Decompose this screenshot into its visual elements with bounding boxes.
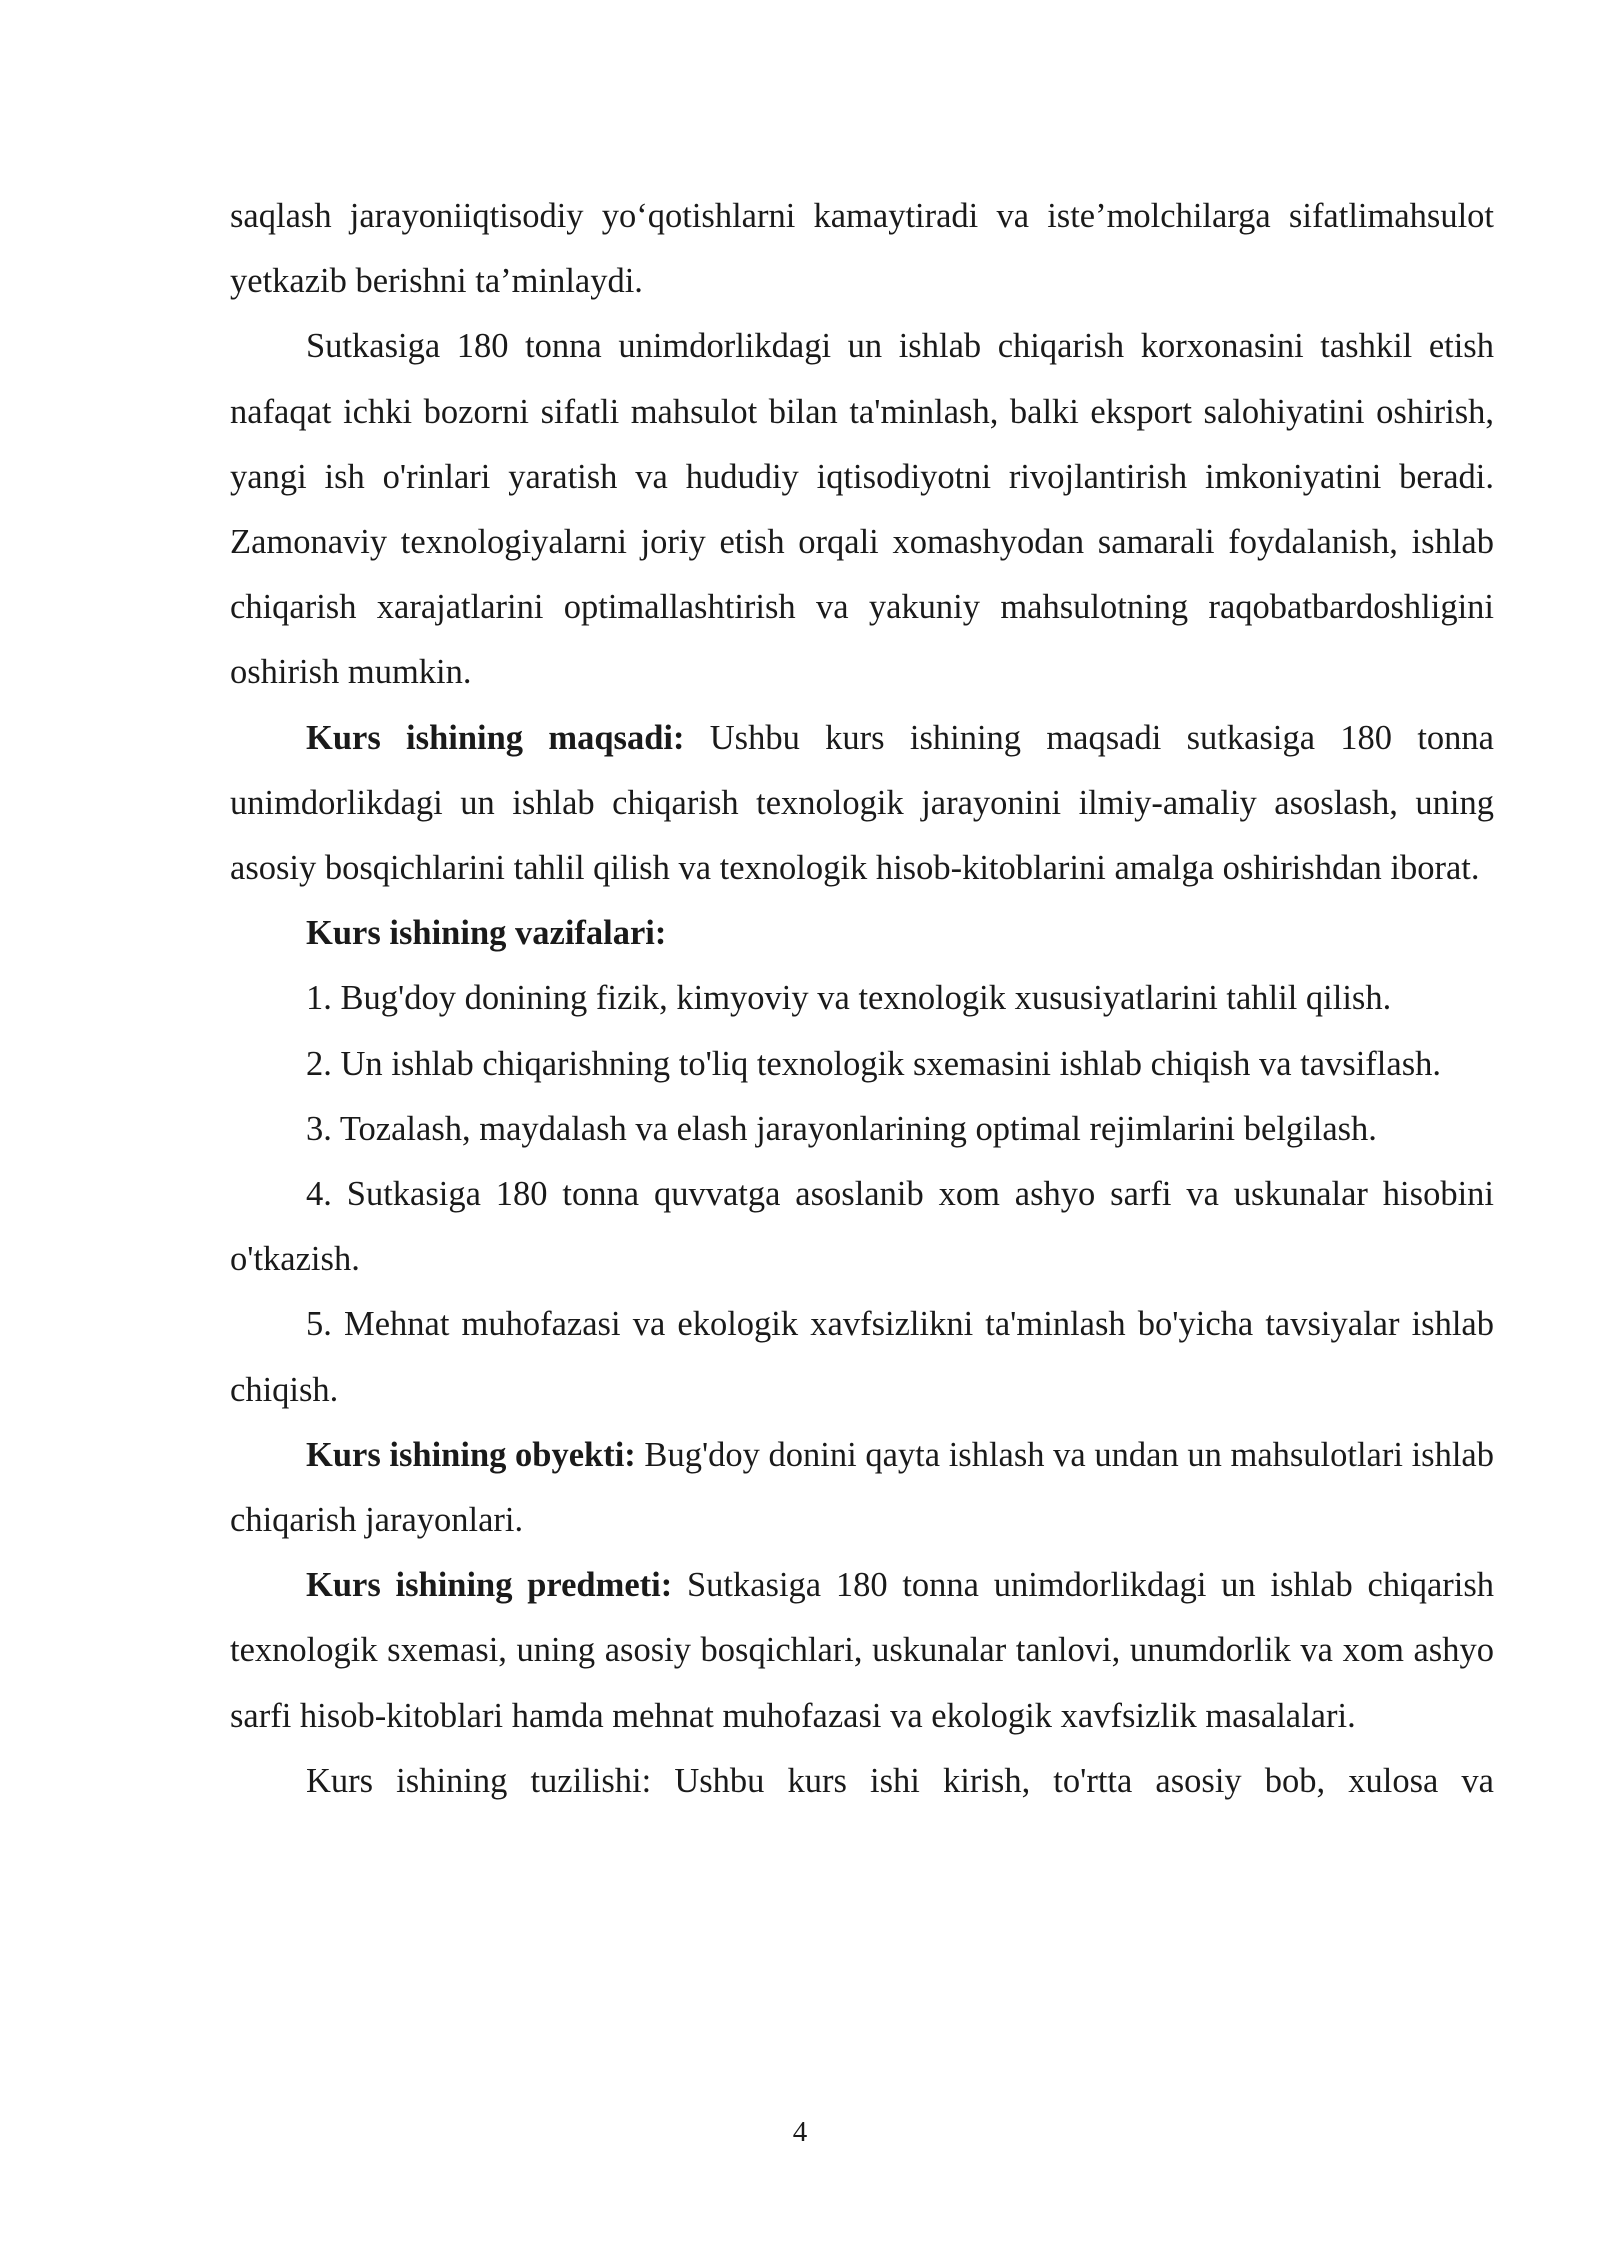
body-text	[230, 184, 1494, 1814]
task-item-4: 4. Sutkasiga 180 tonna quvvatga asoslanib xom ashyo sarfi va uskunalar hisobini o'tkazish.	[230, 1175, 1494, 1279]
paragraph-structure: Kurs ishining tuzilishi: Ushbu kurs ishi kirish, to'rtta asosiy bob, xulosa va	[306, 1761, 1494, 1800]
tasks-label: Kurs ishining vazifalari:	[306, 914, 667, 953]
paragraph-goal	[230, 706, 1494, 902]
paragraph-continuation: saqlash jarayoniiqtisodiy yo‘qotishlarni kamaytiradi va iste’molchilarga sifatlimahsulot yetkazib berishni ta’minlaydi.	[230, 197, 1494, 301]
paragraph-object	[230, 1423, 1494, 1553]
page-number: 4	[792, 2116, 808, 2148]
task-item-2: 2. Un ishlab chiqarishning to'liq texnologik sxemasini ishlab chiqish va tavsiflash.	[306, 1044, 1441, 1083]
tasks-heading	[230, 901, 1494, 966]
object-text: Bug'doy donini qayta ishlash va undan un mahsulotlari ishlab chiqarish jarayonlari.	[230, 1435, 1494, 1540]
object-label: Kurs ishining obyekti:	[306, 1435, 636, 1474]
task-item-3: 3. Tozalash, maydalash va elash jarayonlarining optimal rejimlarini belgilash.	[306, 1109, 1377, 1148]
goal-label: Kurs ishining maqsadi:	[306, 718, 685, 757]
task-item-5: 5. Mehnat muhofazasi va ekologik xavfsizlikni ta'minlash bo'yicha tavsiyalar ishlab chiqish.	[230, 1305, 1494, 1409]
paragraph-intro: Sutkasiga 180 tonna unimdorlikdagi un ishlab chiqarish korxonasini tashkil etish nafaqat ichki bozorni sifatli mahsulot bilan ta'minlash, balki eksport salohiyatini oshirish, yangi ish o'rinlari yaratish va hududiy iqtisodiyotni rivojlantirish imkoniyatini beradi. Zamonaviy texnologiyalarni joriy etish orqali xomashyodan samarali foydalanish, ishlab chiqarish xarajatlarini optimallashtirish va yakuniy mahsulotning raqobatbardoshligini oshirish mumkin.	[230, 327, 1494, 692]
subject-text: Sutkasiga 180 tonna unimdorlikdagi un ishlab chiqarish texnologik sxemasi, uning asosiy bosqichlari, uskunalar tanlovi, unumdorlik va xom ashyo sarfi hisob-kitoblari hamda mehnat muhofazasi va ekologik xavfsizlik masalalari.	[230, 1566, 1495, 1735]
task-item-1: 1. Bug'doy donining fizik, kimyoviy va texnologik xususiyatlarini tahlil qilish.	[306, 979, 1392, 1018]
goal-text: Ushbu kurs ishining maqsadi sutkasiga 180 tonna unimdorlikdagi un ishlab chiqarish texnologik jarayonini ilmiy-amaliy asoslash, uning asosiy bosqichlarini tahlil qilish va texnologik hisob-kitoblarini amalga oshirishdan iborat.	[230, 718, 1494, 888]
subject-label: Kurs ishining predmeti:	[306, 1566, 673, 1605]
paragraph-subject	[230, 1553, 1494, 1749]
